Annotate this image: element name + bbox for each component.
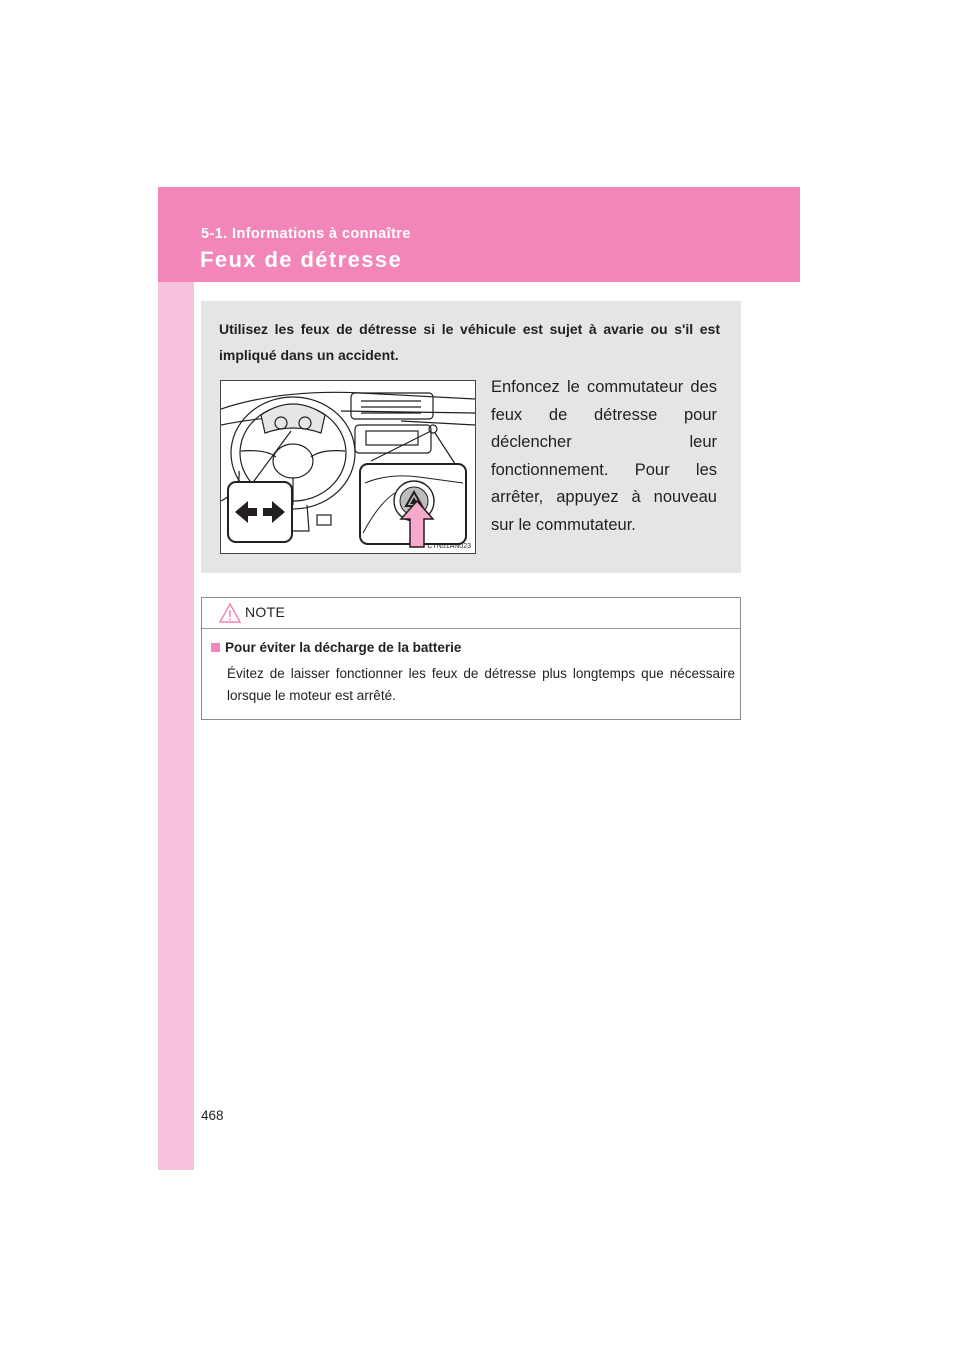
warning-icon — [219, 603, 241, 623]
side-strip — [158, 187, 194, 1170]
intro-text: Utilisez les feux de détresse si le véhicule est sujet à avarie ou s'il est impliqué dans un accident. — [219, 321, 720, 363]
turn-signal-arrows-icon — [227, 481, 293, 543]
note-item-title-text: Pour éviter la décharge de la batterie — [225, 640, 462, 655]
dashboard-illustration — [220, 380, 476, 554]
bullet-square — [211, 643, 220, 652]
press-arrow-icon — [399, 499, 435, 549]
note-label: NOTE — [245, 604, 286, 620]
section-label: 5-1. Informations à connaître — [201, 226, 411, 242]
note-item-body: Évitez de laisser fonctionner les feux de détresse plus longtemps que nécessaire lorsque le moteur est arrêté. — [227, 666, 735, 703]
instruction-text: Enfoncez le commutateur des feux de détresse pour déclencher leur fonctionnement. Pour les arrêter, appuyez à nouveau sur le commutateur. — [491, 378, 717, 534]
page-title: Feux de détresse — [200, 247, 403, 272]
note-box — [201, 597, 741, 720]
figure-code: CTN51AN023 — [427, 543, 471, 550]
page-number: 468 — [201, 1108, 224, 1123]
note-item-title — [211, 640, 461, 655]
note-header — [202, 598, 740, 629]
